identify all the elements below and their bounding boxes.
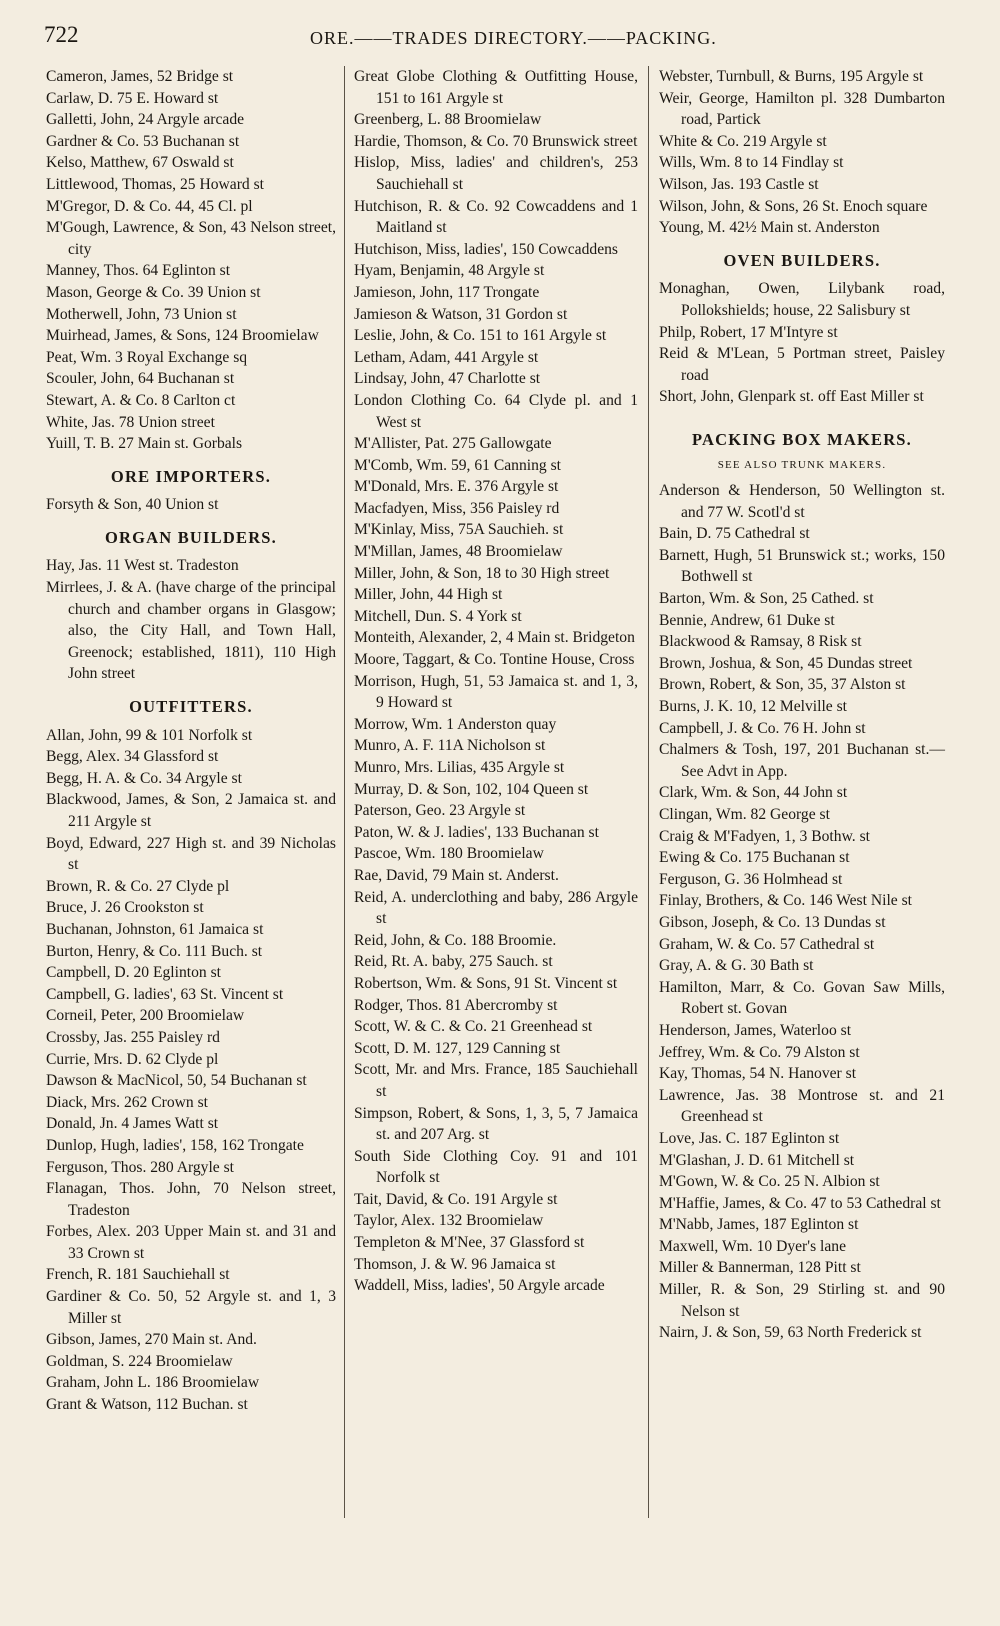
- directory-entry: Philp, Robert, 17 M'Intyre st: [659, 323, 838, 341]
- directory-entry: Pascoe, Wm. 180 Broomielaw: [354, 845, 544, 863]
- column-divider: [344, 66, 345, 1518]
- directory-entry: Monaghan, Owen, Lilybank road, Pollokshields; house, 22 Salisbury st: [659, 280, 945, 319]
- directory-entry: Dawson & MacNicol, 50, 54 Buchanan st: [46, 1072, 307, 1090]
- directory-entry: Campbell, J. & Co. 76 H. John st: [659, 719, 866, 737]
- page-header: [44, 22, 984, 56]
- directory-entry: Reid & M'Lean, 5 Portman street, Paisley road: [659, 345, 945, 384]
- column-divider: [648, 66, 649, 1518]
- directory-entry: Young, M. 42½ Main st. Anderston: [659, 219, 880, 237]
- directory-entry: M'Haffie, James, & Co. 47 to 53 Cathedral st: [659, 1194, 941, 1212]
- directory-entry: Blackwood & Ramsay, 8 Risk st: [659, 633, 862, 651]
- directory-entry: M'Gough, Lawrence, & Son, 43 Nelson street, city: [46, 219, 336, 258]
- directory-entry: Bain, D. 75 Cathedral st: [659, 525, 810, 543]
- directory-entry: Reid, John, & Co. 188 Broomie.: [354, 931, 557, 949]
- directory-entry: Miller & Bannerman, 128 Pitt st: [659, 1259, 861, 1277]
- directory-entry: Hislop, Miss, ladies' and children's, 253 Sauchiehall st: [354, 154, 638, 193]
- directory-entry: Wills, Wm. 8 to 14 Findlay st: [659, 154, 844, 172]
- directory-entry: Nairn, J. & Son, 59, 63 North Frederick st: [659, 1324, 922, 1342]
- directory-entry: Brown, R. & Co. 27 Clyde pl: [46, 877, 230, 895]
- directory-entry: Lawrence, Jas. 38 Montrose st. and 21 Greenhead st: [659, 1086, 945, 1126]
- directory-entry: Blackwood, James, & Son, 2 Jamaica st. and 211 Argyle st: [46, 791, 336, 830]
- directory-entry: Scouler, John, 64 Buchanan st: [46, 370, 235, 388]
- directory-entry: Craig & M'Fadyen, 1, 3 Bothw. st: [659, 827, 871, 845]
- directory-entry: M'Comb, Wm. 59, 61 Canning st: [354, 456, 561, 474]
- section-heading: ORE IMPORTERS.: [110, 466, 272, 486]
- directory-entry: Manney, Thos. 64 Eglinton st: [46, 262, 231, 280]
- section-heading: PACKING BOX MAKERS.: [691, 429, 913, 449]
- directory-entry: Gray, A. & G. 30 Bath st: [659, 957, 814, 975]
- directory-entry: M'Gregor, D. & Co. 44, 45 Cl. pl: [46, 197, 253, 215]
- directory-entry: London Clothing Co. 64 Clyde pl. and 1 West st: [354, 391, 638, 431]
- directory-entry: Thomson, J. & W. 96 Jamaica st: [354, 1255, 556, 1273]
- section-spacer: [659, 408, 945, 418]
- column-2: [354, 66, 638, 1566]
- directory-entry: Morrow, Wm. 1 Anderston quay: [354, 715, 557, 733]
- directory-entry: Taylor, Alex. 132 Broomielaw: [354, 1212, 544, 1230]
- directory-entry: Buchanan, Johnston, 61 Jamaica st: [46, 920, 264, 938]
- directory-entry: Dunlop, Hugh, ladies', 158, 162 Trongate: [46, 1136, 304, 1154]
- directory-entry: Allan, John, 99 & 101 Norfolk st: [46, 726, 253, 744]
- directory-entry: Forbes, Alex. 203 Upper Main st. and 31 and 33 Crown st: [46, 1223, 336, 1262]
- directory-entry: Macfadyen, Miss, 356 Paisley rd: [354, 499, 560, 517]
- directory-entry: M'Nabb, James, 187 Eglinton st: [659, 1216, 859, 1234]
- directory-entry: Hardie, Thomson, & Co. 70 Brunswick street: [354, 132, 638, 150]
- directory-entry: Littlewood, Thomas, 25 Howard st: [46, 175, 265, 193]
- directory-entry: Cameron, James, 52 Bridge st: [46, 68, 234, 85]
- directory-entry: Great Globe Clothing & Outfitting House, 151 to 161 Argyle st: [354, 68, 638, 107]
- directory-entry: Campbell, G. ladies', 63 St. Vincent st: [46, 985, 284, 1003]
- directory-entry: M'Gown, W. & Co. 25 N. Albion st: [659, 1173, 880, 1191]
- directory-entry: Love, Jas. C. 187 Eglinton st: [659, 1129, 840, 1147]
- directory-entry: Rae, David, 79 Main st. Anderst.: [354, 866, 559, 884]
- directory-entry: Goldman, S. 224 Broomielaw: [46, 1352, 233, 1370]
- running-head: ORE.——TRADES DIRECTORY.——PACKING.: [310, 28, 717, 48]
- section-heading: OVEN BUILDERS.: [723, 250, 881, 270]
- directory-entry: Miller, John, 44 High st: [354, 586, 503, 604]
- directory-entry: Wilson, Jas. 193 Castle st: [659, 175, 819, 193]
- section-heading: OUTFITTERS.: [129, 697, 253, 717]
- directory-entry: Monteith, Alexander, 2, 4 Main st. Bridgeton: [354, 629, 635, 647]
- directory-entry: Letham, Adam, 441 Argyle st: [354, 348, 539, 366]
- directory-entry: Gardiner & Co. 50, 52 Argyle st. and 1, 3 Miller st: [46, 1288, 336, 1327]
- directory-entry: Gardner & Co. 53 Buchanan st: [46, 132, 240, 150]
- column-1: [46, 66, 336, 1566]
- directory-entry: Begg, Alex. 34 Glassford st: [46, 748, 219, 766]
- directory-entry: Begg, H. A. & Co. 34 Argyle st: [46, 769, 242, 787]
- directory-entry: Wilson, John, & Sons, 26 St. Enoch square: [659, 197, 928, 215]
- directory-entry: Lindsay, John, 47 Charlotte st: [354, 370, 541, 388]
- directory-entry: Morrison, Hugh, 51, 53 Jamaica st. and 1, 3, 9 Howard st: [354, 672, 638, 712]
- directory-entry: Clingan, Wm. 82 George st: [659, 806, 830, 823]
- directory-entry: Munro, A. F. 11A Nicholson st: [354, 737, 546, 755]
- directory-entry: Jamieson, John, 117 Trongate: [354, 283, 540, 301]
- directory-entry: Scott, Mr. and Mrs. France, 185 Sauchiehall st: [354, 1061, 638, 1100]
- directory-entry: Moore, Taggart, & Co. Tontine House, Cross: [354, 651, 635, 669]
- directory-entry: Brown, Robert, & Son, 35, 37 Alston st: [659, 676, 906, 694]
- directory-entry: Bennie, Andrew, 61 Duke st: [659, 611, 835, 629]
- directory-entry: Finlay, Brothers, & Co. 146 West Nile st: [659, 892, 913, 910]
- directory-entry: Reid, A. underclothing and baby, 286 Argyle st: [354, 888, 638, 928]
- directory-entry: Campbell, D. 20 Eglinton st: [46, 964, 221, 982]
- directory-entry: Paterson, Geo. 23 Argyle st: [354, 802, 526, 820]
- directory-entry: Flanagan, Thos. John, 70 Nelson street, Tradeston: [46, 1180, 336, 1219]
- directory-entry: Templeton & M'Nee, 37 Glassford st: [354, 1234, 585, 1252]
- directory-entry: Scott, W. & C. & Co. 21 Greenhead st: [354, 1018, 593, 1036]
- column-3: [659, 66, 945, 1566]
- directory-entry: Gibson, James, 270 Main st. And.: [46, 1331, 257, 1349]
- directory-entry: Mirrlees, J. & A. (have charge of the principal church and chamber organs in Glasgow; also, the City Hall, and Town Hall, Greenock; established, 1811), 110 High John street: [46, 579, 336, 683]
- directory-entry: Ferguson, G. 36 Holmhead st: [659, 870, 843, 888]
- directory-entry: Chalmers & Tosh, 197, 201 Buchanan st.—See Advt in App.: [659, 741, 945, 780]
- directory-entry: Henderson, James, Waterloo st: [659, 1021, 852, 1039]
- directory-entry: Anderson & Henderson, 50 Wellington st. and 77 W. Scotl'd st: [659, 482, 945, 521]
- directory-entry: Currie, Mrs. D. 62 Clyde pl: [46, 1050, 219, 1068]
- directory-entry: Weir, George, Hamilton pl. 328 Dumbarton road, Partick: [659, 89, 945, 129]
- directory-entry: Motherwell, John, 73 Union st: [46, 305, 237, 323]
- directory-entry: Grant & Watson, 112 Buchan. st: [46, 1396, 248, 1414]
- directory-entry: Robertson, Wm. & Sons, 91 St. Vincent st: [354, 974, 618, 992]
- directory-entry: Maxwell, Wm. 10 Dyer's lane: [659, 1237, 847, 1255]
- section-cross-reference: SEE ALSO TRUNK MAKERS.: [717, 458, 887, 471]
- directory-entry: Stewart, A. & Co. 8 Carlton ct: [46, 391, 236, 409]
- directory-entry: Muirhead, James, & Sons, 124 Broomielaw: [46, 327, 319, 345]
- directory-entry: Leslie, John, & Co. 151 to 161 Argyle st: [354, 327, 607, 345]
- directory-entry: Clark, Wm. & Son, 44 John st: [659, 784, 848, 802]
- directory-entry: Ferguson, Thos. 280 Argyle st: [46, 1158, 235, 1176]
- directory-entry: Munro, Mrs. Lilias, 435 Argyle st: [354, 759, 565, 776]
- directory-entry: Hamilton, Marr, & Co. Govan Saw Mills, Robert st. Govan: [659, 978, 945, 1018]
- directory-entry: Corneil, Peter, 200 Broomielaw: [46, 1007, 245, 1025]
- directory-entry: Hutchison, Miss, ladies', 150 Cowcaddens: [354, 240, 618, 258]
- directory-entry: Graham, John L. 186 Broomielaw: [46, 1374, 260, 1392]
- directory-entry: Bruce, J. 26 Crookston st: [46, 899, 204, 917]
- directory-entry: Paton, W. & J. ladies', 133 Buchanan st: [354, 823, 599, 841]
- directory-entry: Ewing & Co. 175 Buchanan st: [659, 849, 850, 867]
- directory-entry: Hay, Jas. 11 West st. Tradeston: [46, 557, 239, 575]
- directory-entry: Peat, Wm. 3 Royal Exchange sq: [46, 348, 248, 366]
- directory-entry: White & Co. 219 Argyle st: [659, 132, 827, 150]
- directory-entry: Brown, Joshua, & Son, 45 Dundas street: [659, 654, 913, 672]
- directory-entry: Miller, John, & Son, 18 to 30 High street: [354, 564, 610, 582]
- directory-entry: French, R. 181 Sauchiehall st: [46, 1266, 230, 1284]
- directory-entry: Graham, W. & Co. 57 Cathedral st: [659, 935, 875, 953]
- directory-entry: White, Jas. 78 Union street: [46, 413, 215, 431]
- directory-entry: Burton, Henry, & Co. 111 Buch. st: [46, 942, 263, 960]
- directory-entry: M'Allister, Pat. 275 Gallowgate: [354, 435, 552, 453]
- directory-entry: Hyam, Benjamin, 48 Argyle st: [354, 262, 545, 280]
- directory-entry: Waddell, Miss, ladies', 50 Argyle arcade: [354, 1277, 605, 1295]
- directory-entry: M'Millan, James, 48 Broomielaw: [354, 543, 563, 561]
- directory-entry: Donald, Jn. 4 James Watt st: [46, 1115, 219, 1133]
- directory-entry: Short, John, Glenpark st. off East Miller st: [659, 388, 924, 406]
- directory-entry: South Side Clothing Coy. 91 and 101 Norfolk st: [354, 1147, 638, 1187]
- directory-entry: Greenberg, L. 88 Broomielaw: [354, 111, 542, 129]
- directory-entry: Crossby, Jas. 255 Paisley rd: [46, 1028, 220, 1046]
- directory-entry: Carlaw, D. 75 E. Howard st: [46, 89, 219, 107]
- directory-entry: Gibson, Joseph, & Co. 13 Dundas st: [659, 913, 886, 931]
- section-heading: ORGAN BUILDERS.: [104, 527, 278, 547]
- directory-entry: Barton, Wm. & Son, 25 Cathed. st: [659, 590, 874, 608]
- directory-entry: Simpson, Robert, & Sons, 1, 3, 5, 7 Jamaica st. and 207 Arg. st: [354, 1104, 638, 1144]
- directory-entry: Kay, Thomas, 54 N. Hanover st: [659, 1065, 857, 1083]
- directory-entry: Rodger, Thos. 81 Abercromby st: [354, 996, 558, 1014]
- directory-entry: Mitchell, Dun. S. 4 York st: [354, 607, 522, 625]
- directory-entry: M'Donald, Mrs. E. 376 Argyle st: [354, 478, 559, 496]
- directory-entry: Tait, David, & Co. 191 Argyle st: [354, 1190, 558, 1208]
- directory-entry: Yuill, T. B. 27 Main st. Gorbals: [46, 435, 243, 453]
- directory-entry: Kelso, Matthew, 67 Oswald st: [46, 154, 234, 172]
- directory-entry: Galletti, John, 24 Argyle arcade: [46, 111, 245, 129]
- directory-entry: Barnett, Hugh, 51 Brunswick st.; works, 150 Bothwell st: [659, 546, 945, 586]
- directory-entry: M'Kinlay, Miss, 75A Sauchieh. st: [354, 521, 564, 539]
- directory-entry: Mason, George & Co. 39 Union st: [46, 283, 261, 301]
- directory-entry: M'Glashan, J. D. 61 Mitchell st: [659, 1151, 855, 1169]
- directory-entry: Reid, Rt. A. baby, 275 Sauch. st: [354, 953, 553, 971]
- directory-entry: Scott, D. M. 127, 129 Canning st: [354, 1039, 561, 1057]
- directory-entry: Jamieson & Watson, 31 Gordon st: [354, 305, 568, 323]
- directory-entry: Webster, Turnbull, & Burns, 195 Argyle st: [659, 68, 924, 85]
- directory-entry: Burns, J. K. 10, 12 Melville st: [659, 698, 847, 716]
- directory-entry: Boyd, Edward, 227 High st. and 39 Nicholas st: [46, 834, 336, 874]
- directory-entry: Hutchison, R. & Co. 92 Cowcaddens and 1 Maitland st: [354, 197, 638, 237]
- directory-entry: Forsyth & Son, 40 Union st: [46, 496, 219, 514]
- directory-entry: Murray, D. & Son, 102, 104 Queen st: [354, 780, 589, 798]
- directory-entry: Miller, R. & Son, 29 Stirling st. and 90 Nelson st: [659, 1281, 945, 1320]
- directory-entry: Diack, Mrs. 262 Crown st: [46, 1093, 208, 1111]
- page-number: 722: [44, 22, 79, 47]
- directory-entry: Jeffrey, Wm. & Co. 79 Alston st: [659, 1043, 860, 1061]
